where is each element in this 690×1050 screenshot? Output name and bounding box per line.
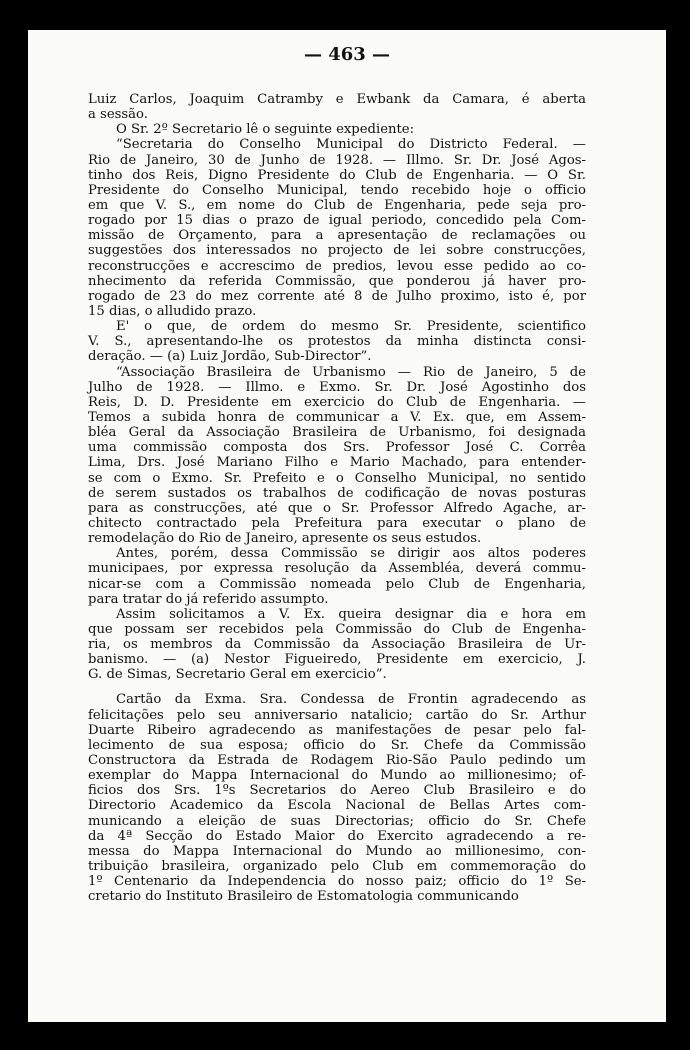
text-line: Assim solicitamos a V. Ex. queira designar dia e hora em — [116, 606, 586, 622]
text-line: uma commissão composta dos Srs. Professor José C. Corrêa — [88, 440, 586, 456]
text-line: ria, os membros da Commissão da Associação Brasileira de Ur- — [88, 637, 586, 653]
text-line: se com o Exmo. Sr. Prefeito e o Conselho Municipal, no sentido — [88, 470, 586, 486]
text-line: para tratar do já referido assumpto. — [88, 591, 329, 607]
text-line: chitecto contractado pela Prefeitura para executar o plano de — [88, 515, 586, 531]
text-line: exemplar do Mappa Internacional do Mundo ao millionesimo; of- — [88, 768, 586, 784]
text-line: ficios dos Srs. 1ºs Secretarios do Aereo Club Brasileiro e do — [88, 783, 586, 799]
text-line: Julho de 1928. — Illmo. e Exmo. Sr. Dr. José Agostinho dos — [88, 379, 586, 395]
text-line: nhecimento da referida Commissão, que ponderou já haver pro- — [88, 273, 586, 289]
paragraph — [88, 92, 586, 122]
text-line: deração. — (a) Luiz Jordão, Sub-Director”. — [88, 349, 372, 365]
text-line: Temos a subida honra de communicar a V. Ex. que, em Assem- — [88, 409, 586, 425]
text-line: tinho dos Reis, Digno Presidente do Club de Engenharia. — O Sr. — [88, 167, 586, 183]
text-line: remodelação do Rio de Janeiro, apresente os seus estudos. — [88, 531, 482, 547]
text-line: a sessão. — [88, 107, 148, 123]
text-line: E' o que, de ordem do mesmo Sr. Presidente, scientifico — [116, 319, 586, 335]
text-line: Presidente do Conselho Municipal, tendo recebido hoje o officio — [88, 182, 586, 198]
text-line: lecimento de sua esposa; officio do Sr. Chefe da Commissão — [88, 737, 586, 753]
text-line: que possam ser recebidos pela Commissão do Club de Engenha- — [88, 621, 586, 637]
document-page — [28, 30, 666, 1022]
text-line: O Sr. 2º Secretario lê o seguinte expediente: — [116, 122, 415, 138]
text-line: Duarte Ribeiro agradecendo as manifestações de pesar pelo fal- — [88, 722, 586, 738]
text-line: municipaes, por expressa resolução da Assembléa, deverá commu- — [88, 561, 586, 577]
text-line: “Secretaria do Conselho Municipal do Districto Federal. — — [116, 137, 586, 153]
text-line: G. de Simas, Secretario Geral em exercicio”. — [88, 667, 387, 683]
text-line: messa do Mappa Internacional do Mundo ao millionesimo, con- — [88, 843, 586, 859]
page-number: — 463 — — [303, 44, 391, 65]
text-line: cretario do Instituto Brasileiro de Estomatologia communicando — [88, 889, 519, 905]
text-line: Cartão da Exma. Sra. Condessa de Frontin agradecendo as — [116, 692, 586, 708]
text-line: de serem sustados os trabalhos de codificação de novas posturas — [88, 485, 586, 501]
paragraph — [88, 137, 586, 319]
text-line: em que V. S., em nome do Club de Engenharia, pede seja pro- — [88, 197, 586, 213]
paragraph — [88, 319, 586, 364]
text-line: municando a eleição de suas Directorias; officio do Sr. Chefe — [88, 813, 586, 829]
paragraph — [88, 546, 586, 607]
text-line: Rio de Janeiro, 30 de Junho de 1928. — Illmo. Sr. Dr. José Agos- — [88, 152, 586, 168]
text-line: 1º Centenario da Independencia do nosso paiz; officio do 1º Se- — [88, 874, 586, 890]
text-line: Directorio Academico da Escola Nacional de Bellas Artes com- — [88, 798, 586, 814]
text-line: V. S., apresentando-lhe os protestos da minha distincta consi- — [88, 334, 586, 350]
paragraph — [88, 692, 586, 904]
text-line: da 4ª Secção do Estado Maior do Exercito agradecendo a re- — [88, 828, 586, 844]
text-line: banismo. — (a) Nestor Figueiredo, Presidente em exercicio, J. — [88, 652, 586, 668]
text-line: Antes, porém, dessa Commissão se dirigir aos altos poderes — [116, 546, 586, 562]
text-line: 15 dias, o alludido prazo. — [88, 303, 257, 319]
text-line: “Associação Brasileira de Urbanismo — Rio de Janeiro, 5 de — [116, 364, 586, 380]
text-line: rogado de 23 do mez corrente até 8 de Julho proximo, isto é, por — [88, 288, 586, 304]
text-line: bléa Geral da Associação Brasileira de Urbanismo, foi designada — [88, 425, 586, 441]
paragraph-gap — [88, 682, 586, 692]
paragraph — [88, 365, 586, 547]
text-line: Lima, Drs. José Mariano Filho e Mario Machado, para entender- — [88, 455, 586, 471]
text-line: felicitações pelo seu anniversario natalicio; cartão do Sr. Arthur — [88, 707, 586, 723]
text-line: para as construcções, até que o Sr. Professor Alfredo Agache, ar- — [88, 500, 586, 516]
text-line: Constructora da Estrada de Rodagem Rio-São Paulo pedindo um — [88, 753, 586, 769]
text-line: reconstrucções e accrescimo de predios, levou esse pedido ao co- — [88, 258, 586, 274]
text-line: missão de Orçamento, para a apresentação de reclamações ou — [88, 228, 586, 244]
text-line: Reis, D. D. Presidente em exercicio do Club de Engenharia. — — [88, 394, 586, 410]
page-body — [88, 92, 586, 904]
text-line: suggestões dos interessados no projecto de lei sobre construcções, — [88, 243, 586, 259]
text-line: tribuição brasileira, organizado pelo Club em commemoração do — [88, 859, 586, 875]
paragraph — [88, 122, 586, 137]
paragraph — [88, 607, 586, 683]
text-line: nicar-se com a Commissão nomeada pelo Club de Engenharia, — [88, 576, 586, 592]
text-line: Luiz Carlos, Joaquim Catramby e Ewbank da Camara, é aberta — [88, 92, 586, 107]
text-line: rogado por 15 dias o prazo de igual periodo, concedido pela Com- — [88, 213, 586, 229]
